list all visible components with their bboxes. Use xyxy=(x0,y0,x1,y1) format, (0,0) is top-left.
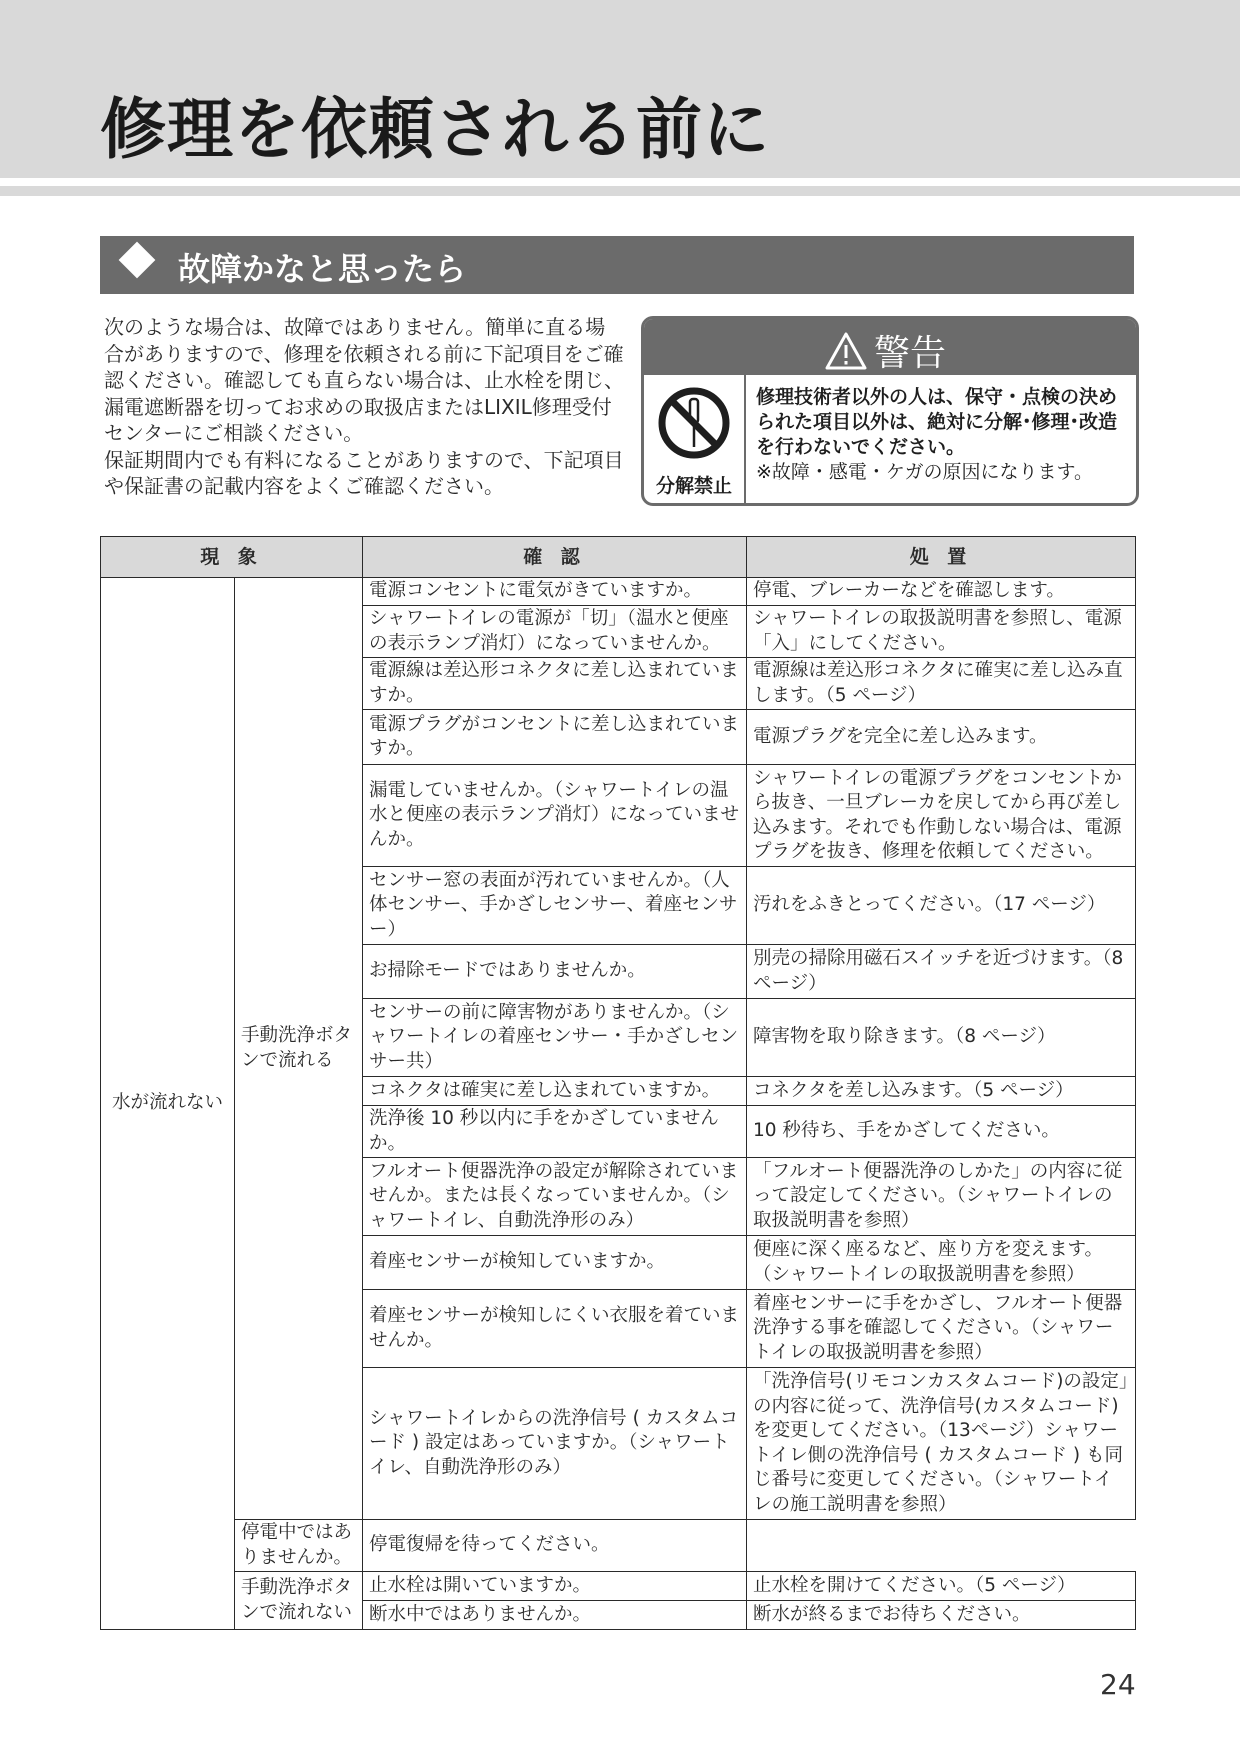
troubleshooting-table xyxy=(100,536,1136,1630)
section-title: 故障かなと思ったら xyxy=(178,250,467,288)
intro-paragraph: 保証期間内でも有料になることがありますので、下記項目や保証書の記載内容をよくご確認ください。 xyxy=(104,447,624,498)
warning-triangle-icon xyxy=(824,331,868,371)
table-row xyxy=(101,1572,1136,1601)
action-cell: シャワートイレの電源プラグをコンセントから抜き、一旦ブレーカを戻してから再び差し込みます。それでも作動しない場合は、電源プラグを抜き、修理を依頼してください。 xyxy=(747,765,1136,867)
action-cell: 電源線は差込形コネクタに確実に差し込み直します。（5 ページ） xyxy=(747,658,1136,710)
check-cell: シャワートイレの電源が「切」（温水と便座の表示ランプ消灯）になっていませんか。 xyxy=(363,606,747,658)
header-action: 処 置 xyxy=(747,537,1136,578)
page-title: 修理を依頼される前に xyxy=(100,91,770,168)
action-cell: コネクタを差し込みます。（5 ページ） xyxy=(747,1077,1136,1106)
condition-cell: 手動洗浄ボタンで流れる xyxy=(235,578,363,1520)
check-cell: 着座センサーが検知しにくい衣服を着ていませんか。 xyxy=(363,1290,747,1368)
action-cell: 断水が終るまでお待ちください。 xyxy=(747,1601,1136,1630)
check-cell: 電源線は差込形コネクタに差し込まれていますか。 xyxy=(363,658,747,710)
check-cell: 漏電していませんか。（シャワートイレの温水と便座の表示ランプ消灯）になっていませんか。 xyxy=(363,765,747,867)
check-cell: 停電中ではありませんか。 xyxy=(235,1520,363,1572)
action-cell: 10 秒待ち、手をかざしてください。 xyxy=(747,1106,1136,1158)
check-cell: センサー窓の表面が汚れていませんか。（人体センサー、手かざしセンサー、着座センサー） xyxy=(363,867,747,945)
action-cell: 着座センサーに手をかざし、フルオート便器洗浄する事を確認してください。（シャワートイレの取扱説明書を参照） xyxy=(747,1290,1136,1368)
action-cell: 停電、ブレーカーなどを確認します。 xyxy=(747,578,1136,606)
check-cell: 電源プラグがコンセントに差し込まれていますか。 xyxy=(363,710,747,765)
phenomenon-cell: 水が流れない xyxy=(101,578,235,1630)
warning-note: ※故障・感電・ケガの原因になります。 xyxy=(756,461,1094,483)
warning-title: 警告 xyxy=(874,333,947,374)
header-phenomenon: 現 象 xyxy=(101,537,363,578)
action-cell: 障害物を取り除きます。（8 ページ） xyxy=(747,999,1136,1077)
action-cell: 別売の掃除用磁石スイッチを近づけます。（8 ページ） xyxy=(747,945,1136,999)
action-cell: 「フルオート便器洗浄のしかた」の内容に従って設定してください。（シャワートイレの取扱説明書を参照） xyxy=(747,1158,1136,1236)
warning-text xyxy=(756,385,1128,485)
header-check: 確 認 xyxy=(363,537,747,578)
check-cell: お掃除モードではありませんか。 xyxy=(363,945,747,999)
prohibit-label: 分解禁止 xyxy=(655,475,732,497)
check-cell: シャワートイレからの洗浄信号 ( カスタムコード ) 設定はあっていますか。（シャワートイレ、自動洗浄形のみ） xyxy=(363,1368,747,1520)
check-cell: 着座センサーが検知していますか。 xyxy=(363,1236,747,1290)
warning-bold-text: 修理技術者以外の人は、保守・点検の決められた項目以外は、絶対に分解･修理･改造を行わないでください。 xyxy=(756,386,1118,458)
action-cell: 便座に深く座るなど、座り方を変えます。（シャワートイレの取扱説明書を参照） xyxy=(747,1236,1136,1290)
table-header-row xyxy=(101,537,1136,578)
condition-cell: 手動洗浄ボタンで流れない xyxy=(235,1572,363,1630)
action-cell: 電源プラグを完全に差し込みます。 xyxy=(747,710,1136,765)
diamond-icon xyxy=(119,242,156,279)
check-cell: 断水中ではありませんか。 xyxy=(363,1601,747,1630)
intro-text xyxy=(104,314,624,500)
action-cell: 止水栓を開けてください。（5 ページ） xyxy=(747,1572,1136,1601)
check-cell: 洗浄後 10 秒以内に手をかざしていませんか。 xyxy=(363,1106,747,1158)
warning-header xyxy=(644,319,1136,375)
check-cell: コネクタは確実に差し込まれていますか。 xyxy=(363,1077,747,1106)
check-cell: 電源コンセントに電気がきていますか。 xyxy=(363,578,747,606)
table-row xyxy=(101,1520,1136,1572)
check-cell: センサーの前に障害物がありませんか。（シャワートイレの着座センサー・手かざしセンサー共） xyxy=(363,999,747,1077)
header-divider xyxy=(0,186,1240,196)
section-header xyxy=(100,236,1134,294)
check-cell: フルオート便器洗浄の設定が解除されていませんか。または長くなっていませんか。（シャワートイレ、自動洗浄形のみ） xyxy=(363,1158,747,1236)
page-number: 24 xyxy=(1100,1668,1136,1701)
action-cell: 「洗浄信号(リモコンカスタムコード)の設定」の内容に従って、洗浄信号(カスタムコード)を変更してください。（13ページ）シャワートイレ側の洗浄信号 ( カスタムコード ) も同じ番号に変更してください。（シャワートイレの施工説明書を参照） xyxy=(747,1368,1136,1520)
action-cell: 停電復帰を待ってください。 xyxy=(363,1520,747,1572)
intro-paragraph: 次のような場合は、故障ではありません。簡単に直る場合がありますので、修理を依頼される前に下記項目をご確認ください。確認しても直らない場合は、止水栓を閉じ、漏電遮断器を切ってお求めの取扱店またはLIXIL修理受付センターにご相談ください。 xyxy=(104,315,624,445)
check-cell: 止水栓は開いていますか。 xyxy=(363,1572,747,1601)
action-cell: 汚れをふきとってください。（17 ページ） xyxy=(747,867,1136,945)
prohibit-cell xyxy=(644,375,746,503)
table-row xyxy=(101,578,1136,606)
action-cell: シャワートイレの取扱説明書を参照し、電源「入」にしてください。 xyxy=(747,606,1136,658)
no-disassembly-icon xyxy=(644,375,744,471)
warning-box xyxy=(641,316,1139,506)
